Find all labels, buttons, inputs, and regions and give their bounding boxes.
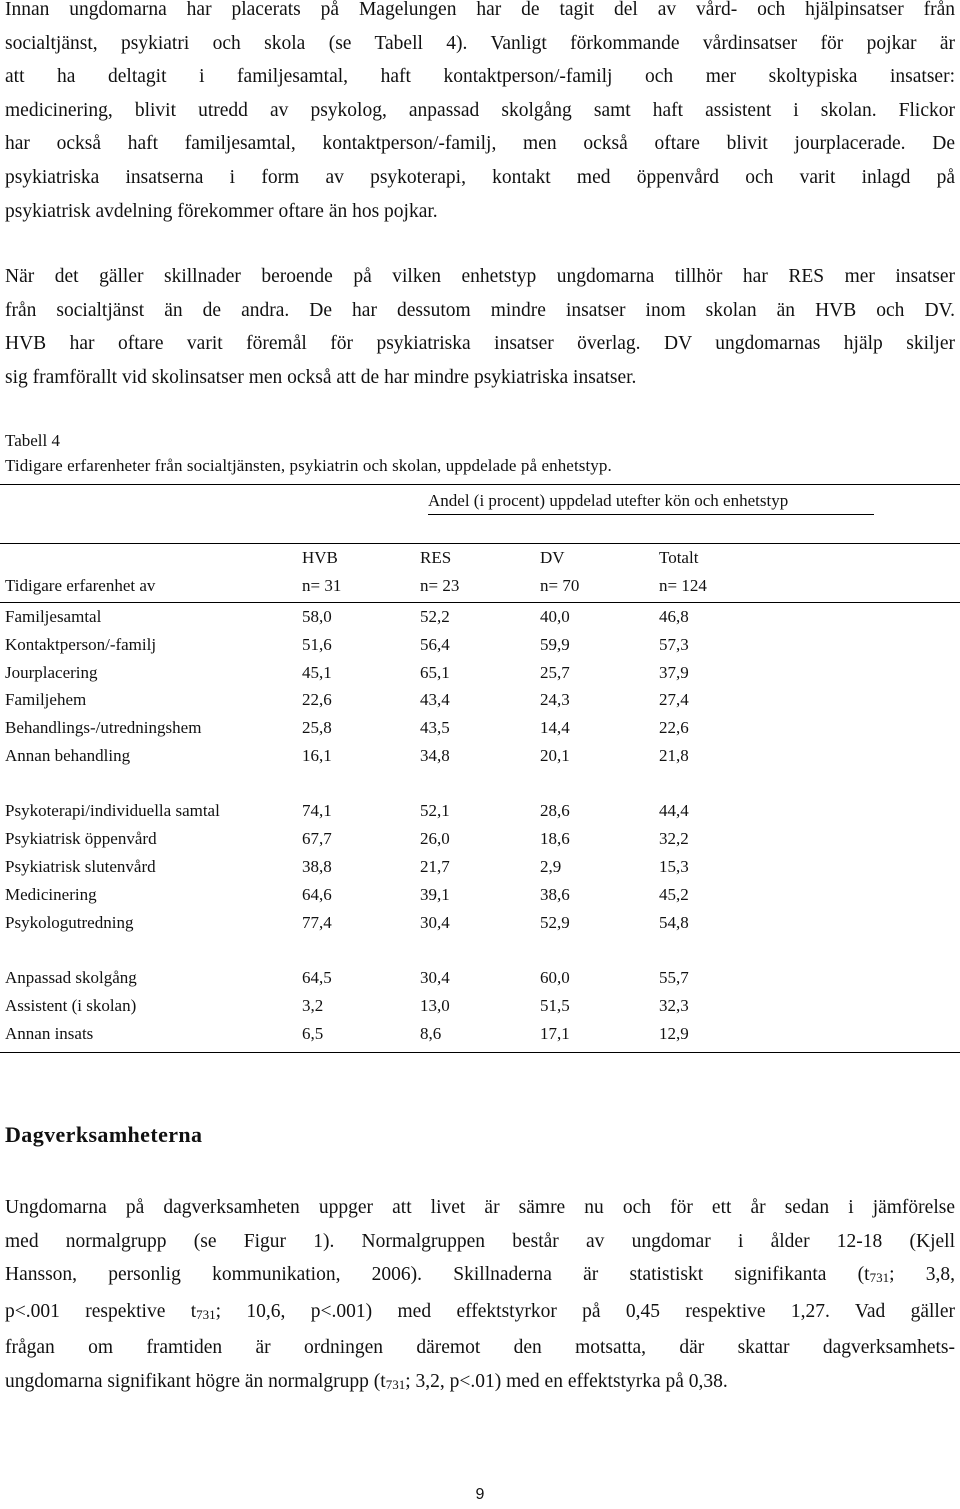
table-cell: 34,8: [420, 746, 450, 765]
row-label: Familjehem: [5, 690, 87, 709]
table-cell: 64,5: [302, 968, 332, 987]
table-cell: 21,7: [420, 857, 450, 876]
table-cell: 3,2: [302, 996, 324, 1015]
table-cell: 54,8: [659, 913, 689, 932]
section-line: frågan om framtiden är ordningen däremot den motsatta, där skattar dagverksamhets-: [5, 1337, 955, 1359]
header-bottom-rule: [0, 602, 960, 603]
table-cell: 20,1: [540, 746, 570, 765]
col-res-n: n= 23: [420, 576, 460, 595]
table-cell: 13,0: [420, 996, 450, 1015]
table-cell: 16,1: [302, 746, 332, 765]
page-number: 9: [475, 1486, 485, 1503]
table-cell: 21,8: [659, 746, 689, 765]
row-label: Kontaktperson/-familj: [5, 635, 157, 654]
table-cell: 52,2: [420, 607, 450, 626]
row-label: Jourplacering: [5, 663, 98, 682]
table-cell: 24,3: [540, 690, 570, 709]
table-cell: 25,8: [302, 718, 332, 737]
row-header: Tidigare erfarenhet av: [5, 576, 156, 595]
section-line: Hansson, personlig kommunikation, 2006). Skillnaderna är statistiskt signifikanta ($t_{731}$; 3,8,: [5, 1264, 955, 1286]
diff-line: HVB har oftare varit föremål för psykiatriska insatser överlag. DV ungdomarnas hjälp skiljer: [5, 333, 955, 355]
table-cell: 27,4: [659, 690, 689, 709]
table-cell: 55,7: [659, 968, 689, 987]
table-cell: 2,9: [540, 857, 562, 876]
table-cell: 45,2: [659, 885, 689, 904]
col-totalt-name: Totalt: [659, 548, 699, 567]
table-bottom-rule: [0, 1052, 960, 1053]
table-cell: 56,4: [420, 635, 450, 654]
col-totalt-n: n= 124: [659, 576, 707, 595]
table-cell: 58,0: [302, 607, 332, 626]
table-caption: Tidigare erfarenheter från socialtjänsten, psykiatrin och skolan, uppdelade på enhetstyp.: [5, 456, 612, 475]
row-label: Annan behandling: [5, 746, 131, 765]
table-cell: 46,8: [659, 607, 689, 626]
intro-line: Innan ungdomarna har placerats på Magelungen har de tagit del av vård- och hjälpinsatser från: [5, 0, 955, 20]
intro-paragraph: [5, 0, 955, 228]
col-res-name: RES: [420, 548, 452, 567]
table-cell: 14,4: [540, 718, 570, 737]
table-cell: 52,9: [540, 913, 570, 932]
row-label: Psykiatrisk slutenvård: [5, 857, 156, 876]
table-cell: 38,6: [540, 885, 570, 904]
table-cell: 45,1: [302, 663, 332, 682]
row-label: Psykologutredning: [5, 913, 134, 932]
intro-line: medicinering, blivit utredd av psykolog, anpassad skolgång samt haft assistent i skolan. Flickor: [5, 99, 955, 121]
section-heading: Dagverksamheterna: [5, 1122, 203, 1147]
table-cell: 32,3: [659, 996, 689, 1015]
group-header-underline: [428, 514, 874, 515]
differences-paragraph: [5, 260, 955, 394]
diff-line: sig framförallt vid skolinsatser men också att de har mindre psykiatriska insatser.: [5, 366, 637, 388]
table-cell: 40,0: [540, 607, 570, 626]
table-cell: 51,6: [302, 635, 332, 654]
table-cell: 22,6: [659, 718, 689, 737]
table-cell: 17,1: [540, 1024, 570, 1043]
table-top-rule: [0, 484, 960, 485]
table-cell: 64,6: [302, 885, 332, 904]
table-cell: 60,0: [540, 968, 570, 987]
row-label: Assistent (i skolan): [5, 996, 137, 1015]
table-cell: 59,9: [540, 635, 570, 654]
table-cell: 30,4: [420, 913, 450, 932]
intro-line: har också haft familjesamtal, kontaktperson/-familj, men också oftare blivit jourplacerade. De: [5, 133, 955, 155]
table-cell: 52,1: [420, 801, 450, 820]
col-dv-n: n= 70: [540, 576, 580, 595]
table-cell: 22,6: [302, 690, 332, 709]
table-cell: 39,1: [420, 885, 450, 904]
intro-line: psykiatrisk avdelning förekommer oftare än hos pojkar.: [5, 200, 438, 222]
row-label: Familjesamtal: [5, 607, 102, 626]
table-cell: 30,4: [420, 968, 450, 987]
table-cell: 32,2: [659, 829, 689, 848]
col-hvb-name: HVB: [302, 548, 338, 567]
col-dv-name: DV: [540, 548, 565, 567]
table-label: Tabell 4: [5, 431, 60, 450]
intro-line: psykiatriska insatserna i form av psykoterapi, kontakt med öppenvård och varit inlagd på: [5, 166, 955, 188]
table-cell: 26,0: [420, 829, 450, 848]
intro-line: att ha deltagit i familjesamtal, haft kontaktperson/-familj och mer skoltypiska insatser:: [5, 66, 955, 88]
table-cell: 28,6: [540, 801, 570, 820]
table-cell: 18,6: [540, 829, 570, 848]
header-rule: [0, 543, 960, 544]
table-cell: 65,1: [420, 663, 450, 682]
table-cell: 38,8: [302, 857, 332, 876]
col-hvb-n: n= 31: [302, 576, 342, 595]
table-cell: 44,4: [659, 801, 689, 820]
table-cell: 37,9: [659, 663, 689, 682]
table-cell: 25,7: [540, 663, 570, 682]
row-label: Medicinering: [5, 885, 97, 904]
table-cell: 15,3: [659, 857, 689, 876]
row-label: Psykoterapi/individuella samtal: [5, 801, 220, 820]
table-cell: 77,4: [302, 913, 332, 932]
diff-line: När det gäller skillnader beroende på vilken enhetstyp ungdomarna tillhör har RES mer insatser: [5, 266, 955, 287]
table-cell: 74,1: [302, 801, 332, 820]
table-cell: 43,5: [420, 718, 450, 737]
table-cell: 57,3: [659, 635, 689, 654]
section-line: p<.001 respektive $t_{731}$; 10,6, p<.001) med effektstyrkor på 0,45 respektive 1,27. Vad gäller: [5, 1300, 955, 1322]
section-line: med normalgrupp (se Figur 1). Normalgruppen består av ungdomar i ålder 12-18 (Kjell: [5, 1230, 955, 1252]
diff-line: från socialtjänst än de andra. De har dessutom mindre insatser inom skolan än HVB och DV.: [5, 299, 955, 321]
row-label: Behandlings-/utredningshem: [5, 718, 202, 737]
section-paragraph: [5, 1191, 955, 1402]
row-label: Annan insats: [5, 1024, 94, 1043]
group-header: Andel (i procent) uppdelad utefter kön och enhetstyp: [428, 491, 789, 510]
section-line: ungdomarna signifikant högre än normalgrupp ($t_{731}$; 3,2, p<.01) med en effektstyrka på 0,38.: [5, 1370, 728, 1392]
table-cell: 51,5: [540, 996, 570, 1015]
table-cell: 67,7: [302, 829, 332, 848]
intro-line: socialtjänst, psykiatri och skola (se Tabell 4). Vanligt förkommande vårdinsatser för pojkar är: [5, 32, 955, 54]
table-cell: 43,4: [420, 690, 450, 709]
row-label: Anpassad skolgång: [5, 968, 137, 987]
row-label: Psykiatrisk öppenvård: [5, 829, 157, 848]
table-cell: 12,9: [659, 1024, 689, 1043]
table-cell: 8,6: [420, 1024, 442, 1043]
section-line: Ungdomarna på dagverksamheten uppger att livet är sämre nu och för ett år sedan i jämförelse: [5, 1197, 955, 1218]
table-cell: 6,5: [302, 1024, 324, 1043]
